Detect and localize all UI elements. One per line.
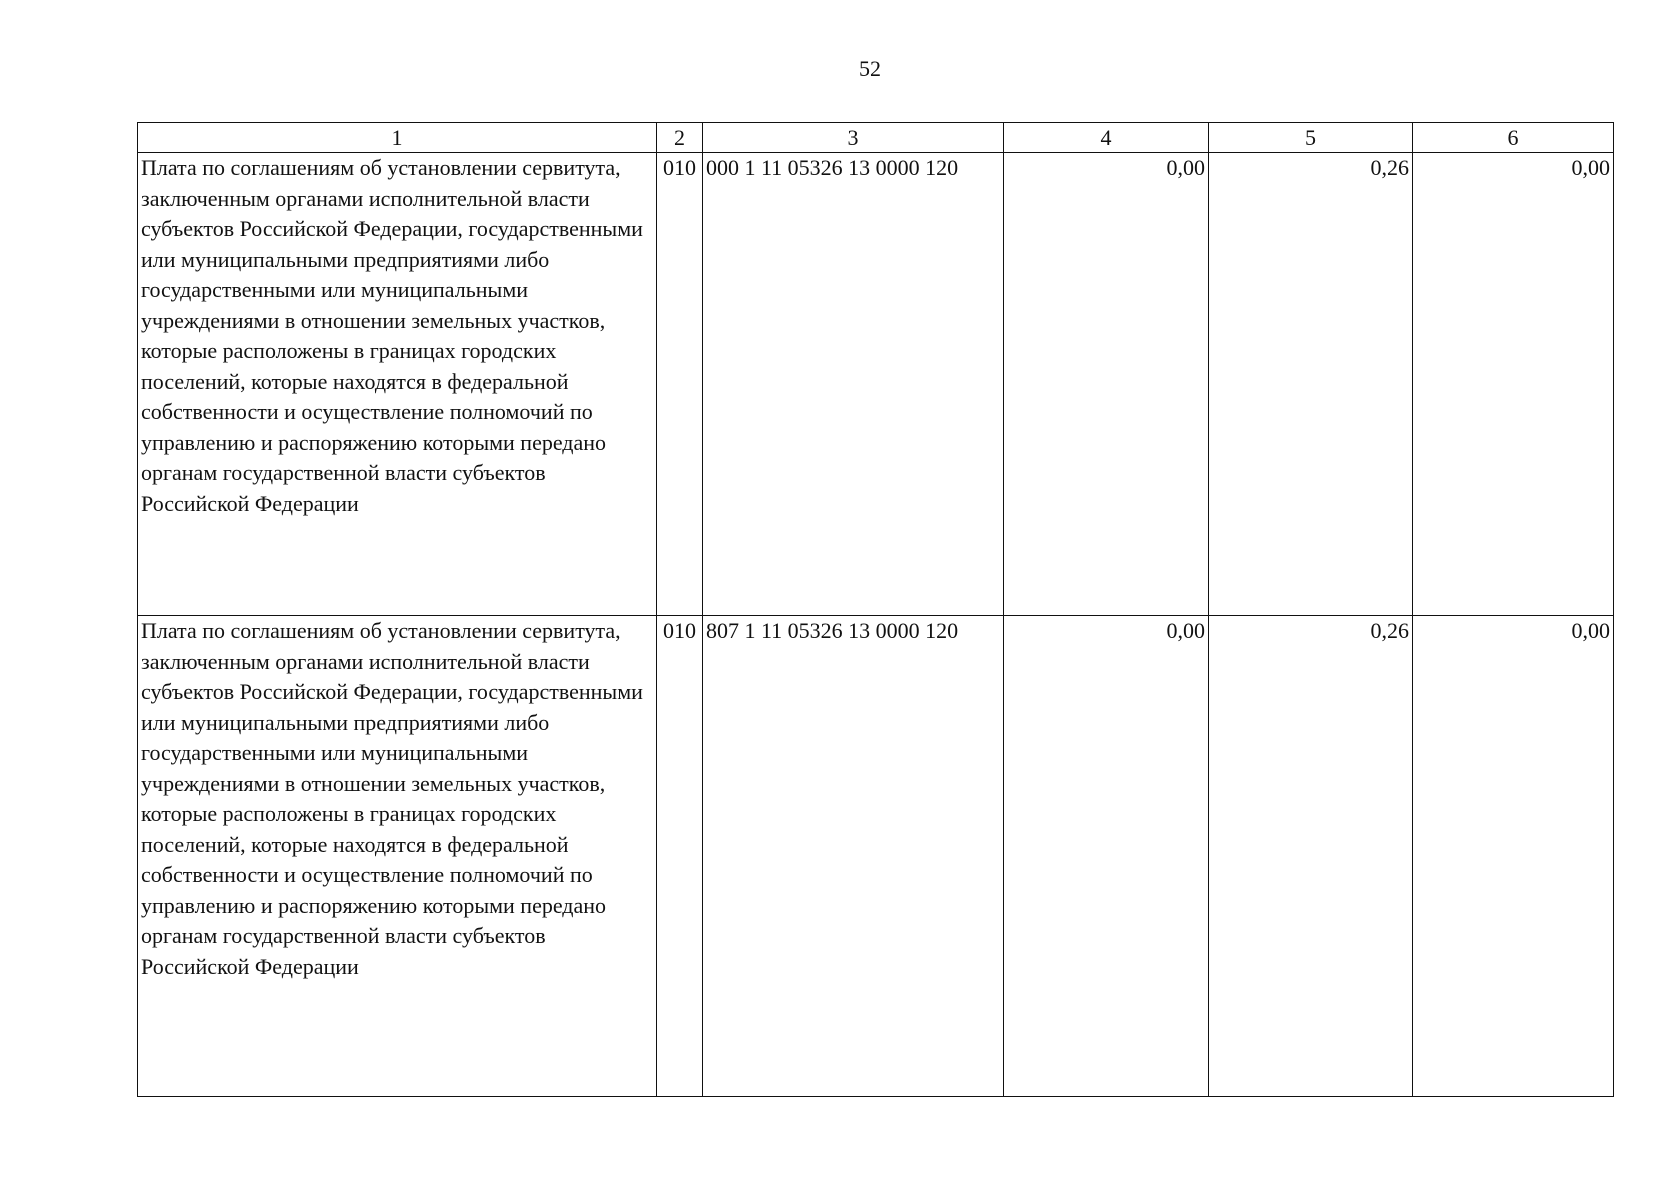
budget-table — [137, 122, 1614, 1097]
column-header-4: 4 — [1004, 123, 1209, 153]
row-description: Плата по соглашениям об установлении сервитута, заключенным органами исполнительной власти субъектов Российской Федерации, государственными или муниципальными предприятиями либо государственными или муниципальными учреждениями в отношении земельных участков, которые расположены в границах городских поселений, которые находятся в федеральной собственности и осуществление полномочий по управлению и распоряжению которыми передано органам государственной власти субъектов Российской Федерации — [138, 153, 657, 616]
column-header-6: 6 — [1413, 123, 1614, 153]
row-budget-code: 807 1 11 05326 13 0000 120 — [703, 616, 1004, 1097]
table-row — [138, 153, 1614, 616]
page-number: 52 — [859, 56, 881, 81]
column-header-2: 2 — [657, 123, 703, 153]
column-header-1: 1 — [138, 123, 657, 153]
column-header-3: 3 — [703, 123, 1004, 153]
row-value-col5: 0,26 — [1209, 616, 1413, 1097]
table-header-row — [138, 123, 1614, 153]
row-line-code: 010 — [657, 616, 703, 1097]
row-value-col6: 0,00 — [1413, 153, 1614, 616]
row-line-code: 010 — [657, 153, 703, 616]
row-budget-code: 000 1 11 05326 13 0000 120 — [703, 153, 1004, 616]
table-row — [138, 616, 1614, 1097]
column-header-5: 5 — [1209, 123, 1413, 153]
row-description: Плата по соглашениям об установлении сервитута, заключенным органами исполнительной власти субъектов Российской Федерации, государственными или муниципальными предприятиями либо государственными или муниципальными учреждениями в отношении земельных участков, которые расположены в границах городских поселений, которые находятся в федеральной собственности и осуществление полномочий по управлению и распоряжению которыми передано органам государственной власти субъектов Российской Федерации — [138, 616, 657, 1097]
row-value-col4: 0,00 — [1004, 616, 1209, 1097]
row-value-col5: 0,26 — [1209, 153, 1413, 616]
row-value-col6: 0,00 — [1413, 616, 1614, 1097]
row-value-col4: 0,00 — [1004, 153, 1209, 616]
